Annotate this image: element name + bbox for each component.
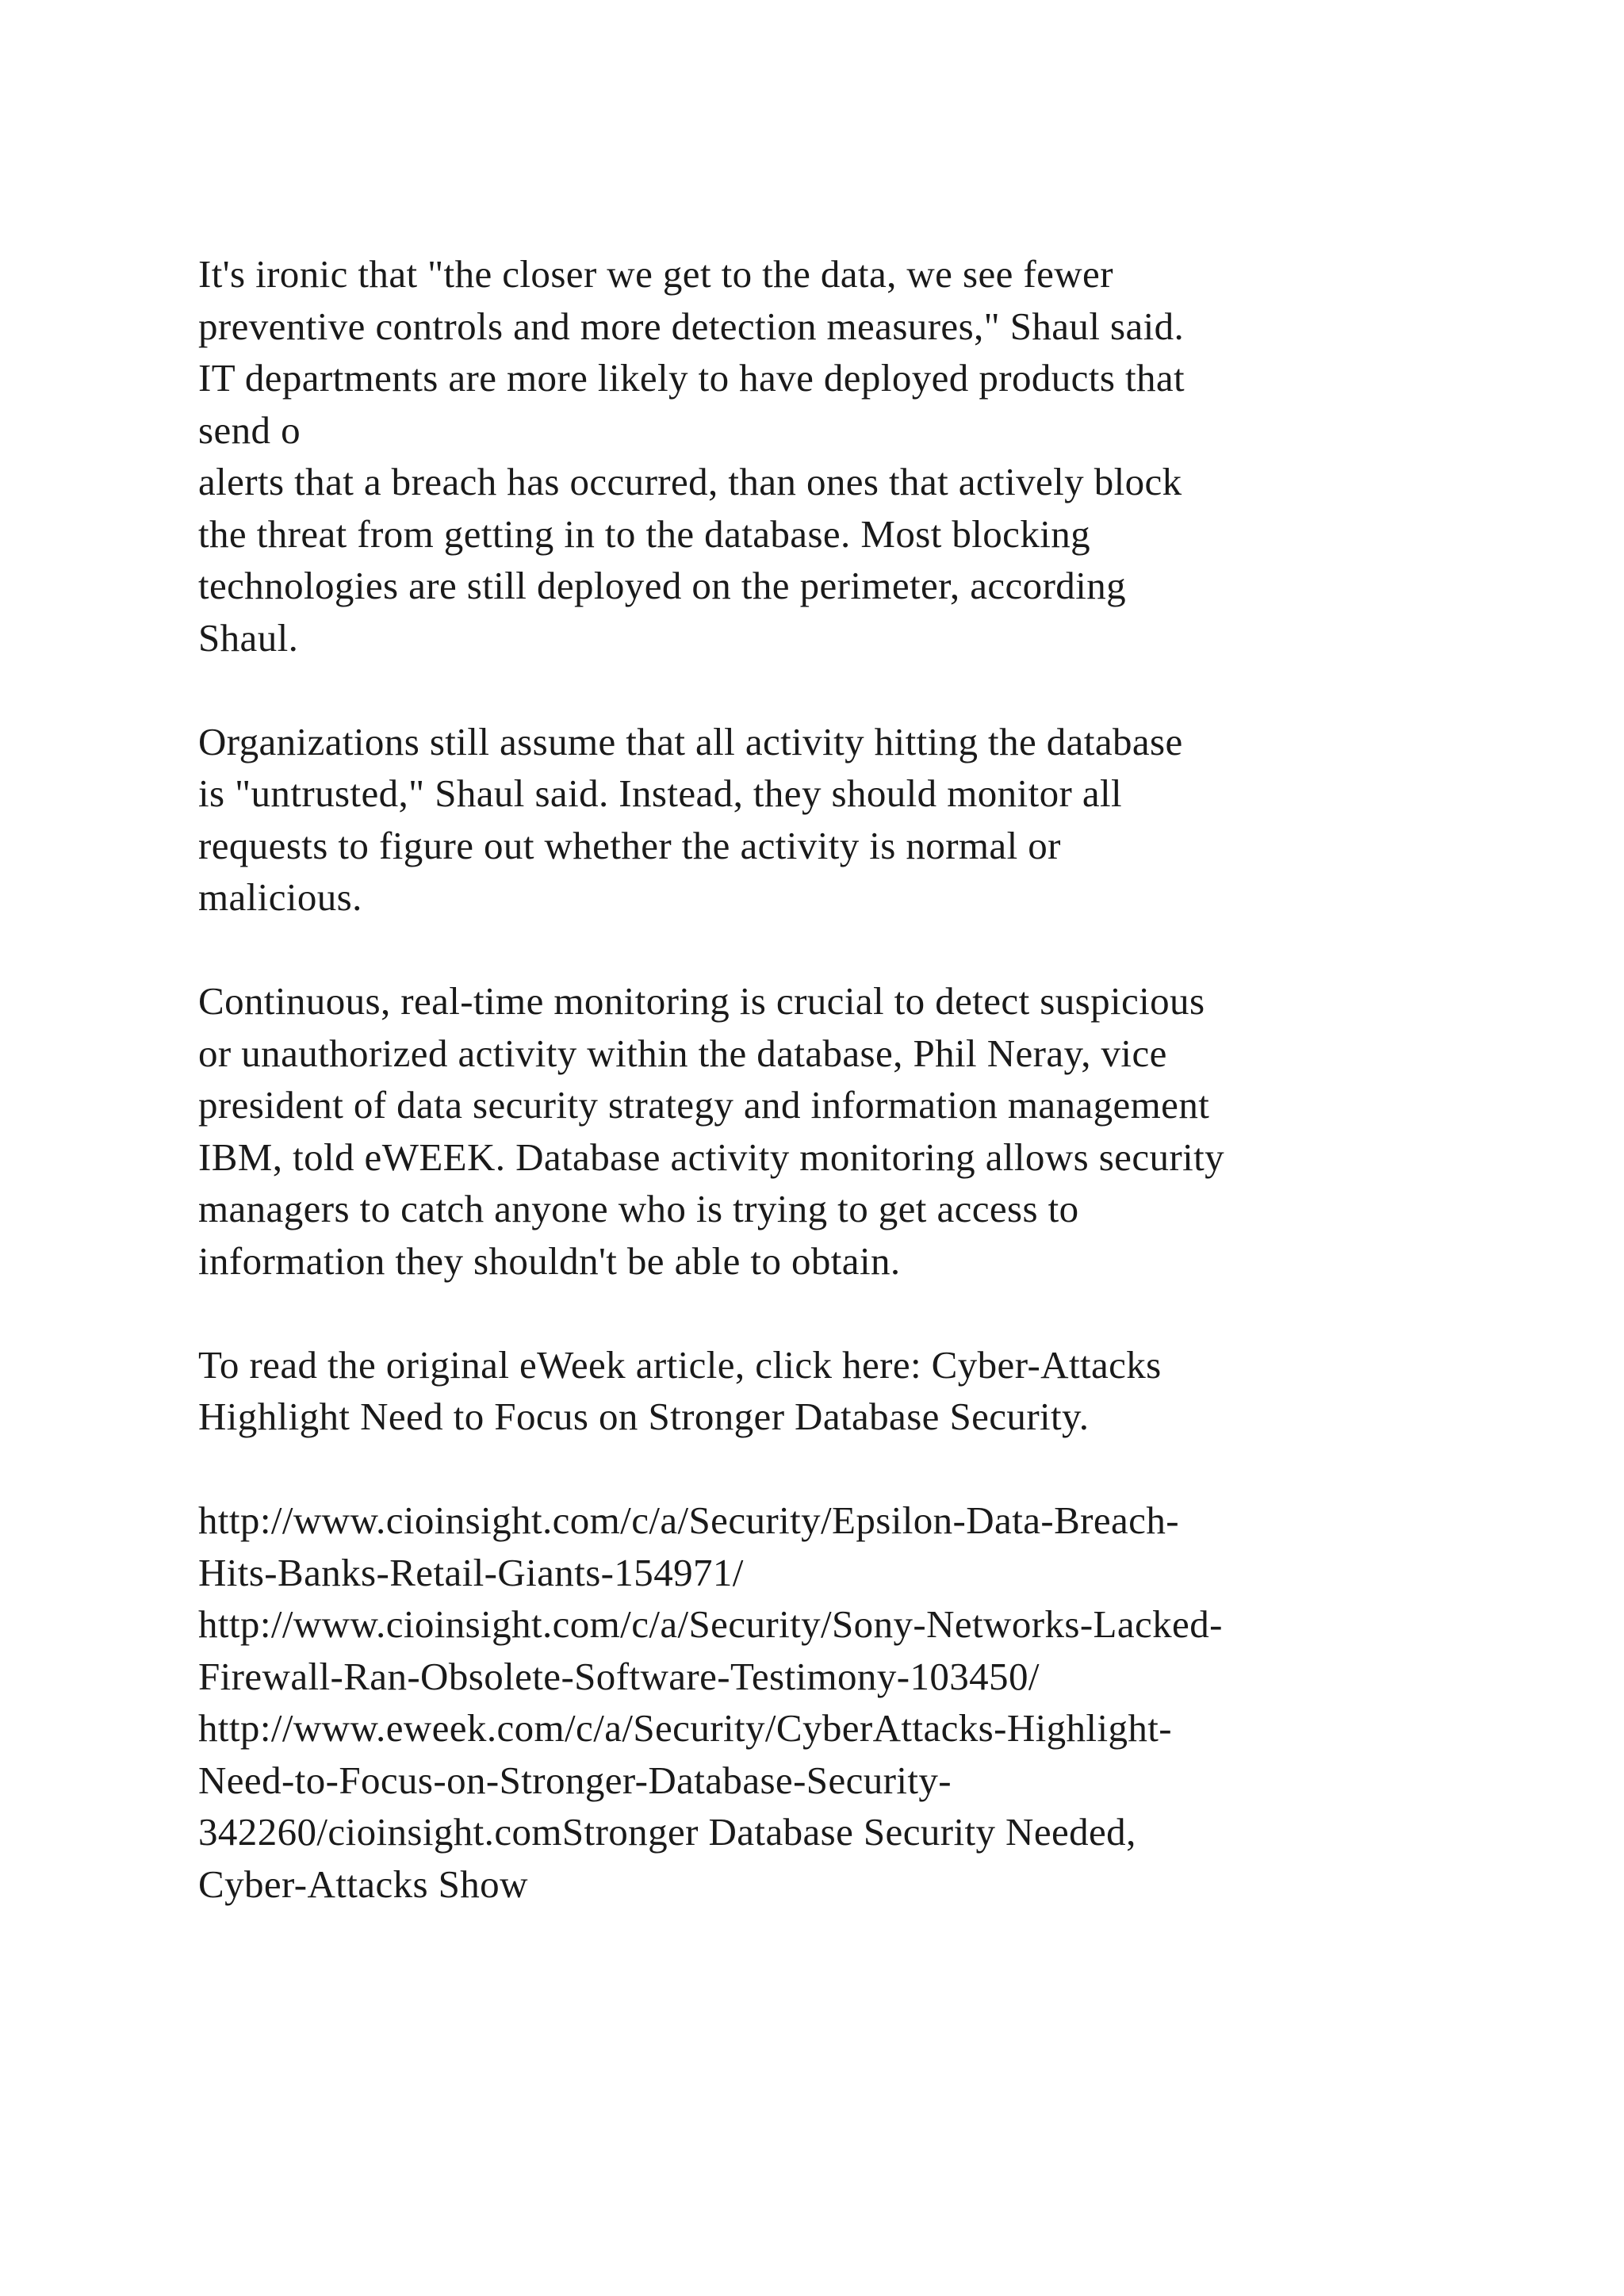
paragraph-references: [198, 1494, 1594, 1910]
text-line: alerts that a breach has occurred, than ones that actively block: [198, 460, 1182, 503]
text-line: preventive controls and more detection measures," Shaul said.: [198, 304, 1185, 348]
text-line: IBM, told eWEEK. Database activity monitoring allows security: [198, 1135, 1225, 1179]
paragraph-spacer: [198, 1287, 1594, 1339]
text-line: technologies are still deployed on the perimeter, according: [198, 564, 1127, 607]
paragraph-untrusted-activity: [198, 716, 1594, 924]
reference-line: Cyber-Attacks Show: [198, 1862, 528, 1906]
text-line: is "untrusted," Shaul said. Instead, they should monitor all: [198, 771, 1123, 815]
text-line: requests to figure out whether the activity is normal or: [198, 823, 1061, 867]
reference-line: http://www.eweek.com/c/a/Security/CyberAttacks-Highlight-: [198, 1706, 1172, 1750]
text-line: send o: [198, 408, 301, 452]
text-line: or unauthorized activity within the database, Phil Neray, vice: [198, 1031, 1167, 1075]
text-line: Organizations still assume that all activity hitting the database: [198, 719, 1183, 763]
reference-line: http://www.cioinsight.com/c/a/Security/Epsilon-Data-Breach-: [198, 1498, 1179, 1542]
text-line: It's ironic that "the closer we get to the data, we see fewer: [198, 252, 1113, 296]
reference-line: 342260/cioinsight.comStronger Database Security Needed,: [198, 1810, 1136, 1854]
text-line: Continuous, real-time monitoring is crucial to detect suspicious: [198, 979, 1205, 1023]
paragraph-breach-detection: [198, 248, 1594, 664]
paragraph-realtime-monitoring: [198, 975, 1594, 1287]
text-line: president of data security strategy and information management: [198, 1083, 1210, 1127]
paragraph-spacer: [198, 924, 1594, 976]
reference-line: http://www.cioinsight.com/c/a/Security/Sony-Networks-Lacked-: [198, 1602, 1223, 1646]
text-line: information they shouldn't be able to obtain.: [198, 1238, 901, 1283]
paragraph-spacer: [198, 664, 1594, 716]
text-line: the threat from getting in to the database. Most blocking: [198, 511, 1091, 556]
reference-line: Firewall-Ran-Obsolete-Software-Testimony-103450/: [198, 1654, 1040, 1698]
text-line: Shaul.: [198, 615, 299, 660]
text-line: IT departments are more likely to have deployed products that: [198, 356, 1185, 400]
document-body: [198, 248, 1594, 1910]
paragraph-original-article: [198, 1339, 1594, 1443]
paragraph-spacer: [198, 1443, 1594, 1495]
text-line: malicious.: [198, 875, 362, 919]
reference-line: Need-to-Focus-on-Stronger-Database-Security-: [198, 1758, 952, 1802]
reference-line: Hits-Banks-Retail-Giants-154971/: [198, 1550, 744, 1594]
text-line: Highlight Need to Focus on Stronger Database Security.: [198, 1395, 1090, 1438]
text-line: managers to catch anyone who is trying to get access to: [198, 1187, 1079, 1230]
text-line: To read the original eWeek article, click here: Cyber-Attacks: [198, 1342, 1162, 1387]
